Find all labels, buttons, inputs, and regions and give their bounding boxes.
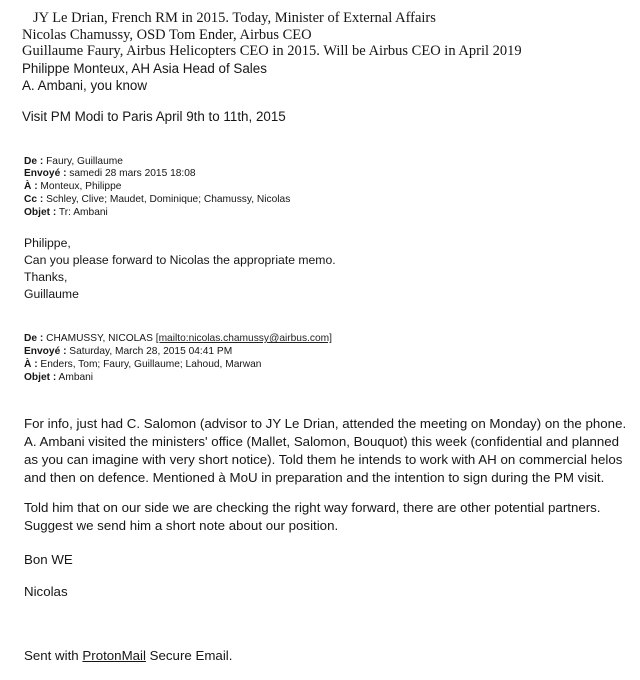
email2-from [24,333,332,345]
email2-mailto-link[interactable]: [mailto:nicolas.chamussy@airbus.com] [155,333,332,344]
email2-subject-value: Ambani [56,372,94,383]
email2-closing: Bon WE [24,552,73,567]
email1-cc [24,194,290,206]
email1-to-value: Monteux, Philippe [37,181,122,192]
email2-sent-label: Envoyé : [24,346,67,357]
email1-to-label: À : [24,181,38,192]
email2-p1-line-3: as you can imagine with very short notice). Told them he intends to work with AH on commercial helos [24,452,623,467]
annotation-line-5: A. Ambani, you know [22,78,148,93]
email1-from-label: De : [24,156,44,167]
email1-subject [24,207,108,219]
annotation-line-2: Nicolas Chamussy, OSD Tom Ender, Airbus CEO [22,27,312,43]
email2-signature: Nicolas [24,584,68,599]
email1-cc-label: Cc : [24,194,44,205]
annotation-line-3: Guillaume Faury, Airbus Helicopters CEO in 2015. Will be Airbus CEO in April 2019 [22,43,522,59]
email1-from [24,156,123,168]
footer [24,648,232,663]
email2-p1-line-1: For info, just had C. Salomon (advisor to JY Le Drian, attended the meeting on Monday) on the phone. [24,416,627,431]
email2-from-label: De : [24,333,44,344]
email1-sent-label: Envoyé : [24,168,67,179]
visit-note: Visit PM Modi to Paris April 9th to 11th, 2015 [22,109,286,124]
footer-prefix: Sent with [24,648,83,663]
footer-suffix: Secure Email. [145,648,233,663]
email2-sent [24,346,232,358]
email1-sent-value: samedi 28 mars 2015 18:08 [66,168,196,179]
email2-subject-label: Objet : [24,372,57,383]
email1-subject-label: Objet : [24,207,57,218]
email2-p2-line-2: Suggest we send him a short note about our position. [24,518,339,533]
email1-cc-value: Schley, Clive; Maudet, Dominique; Chamussy, Nicolas [43,194,291,205]
email1-from-value: Faury, Guillaume [43,156,123,167]
email2-from-value: CHAMUSSY, NICOLAS [43,333,156,344]
email1-body-line-3: Thanks, [24,270,68,284]
email2-p2-line-1: Told him that on our side we are checking the right way forward, there are other potential partners. [24,500,601,515]
email2-p1-line-4: and then on defence. Mentioned à MoU in preparation and the intention to sign during the PM visit. [24,470,605,485]
email1-sent [24,168,196,180]
email1-to [24,181,121,193]
email1-body-line-2: Can you please forward to Nicolas the appropriate memo. [24,253,336,267]
email1-body-line-4: Guillaume [24,287,79,301]
annotation-line-4: Philippe Monteux, AH Asia Head of Sales [22,61,267,76]
annotation-line-1: JY Le Drian, French RM in 2015. Today, Minister of External Affairs [33,10,436,26]
email2-p1-line-2: A. Ambani visited the ministers' office (Mallet, Salomon, Bouquot) this week (confidential and planned [24,434,620,449]
email2-to-value: Enders, Tom; Faury, Guillaume; Lahoud, Marwan [37,359,262,370]
email2-to [24,359,261,371]
email1-body-line-1: Philippe, [24,236,71,250]
email2-to-label: À : [24,359,38,370]
email2-sent-value: Saturday, March 28, 2015 04:41 PM [66,346,233,357]
protonmail-link[interactable]: ProtonMail [82,648,146,663]
email2-subject [24,372,93,384]
email1-subject-value: Tr: Ambani [56,207,108,218]
